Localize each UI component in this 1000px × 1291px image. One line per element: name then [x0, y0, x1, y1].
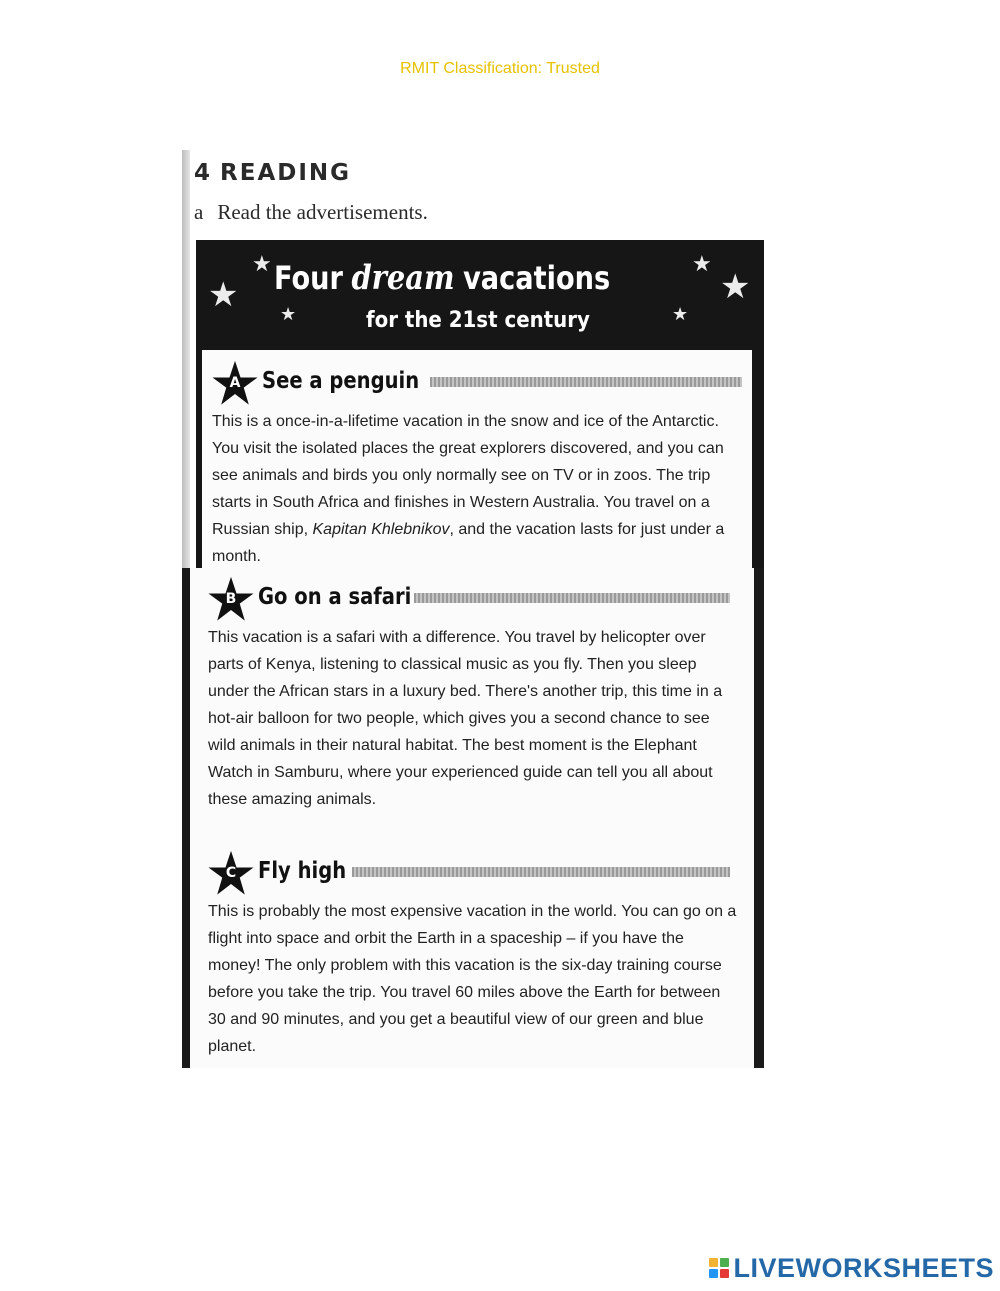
- ad-a: [212, 360, 742, 570]
- instruction-text: Read the advertisements.: [217, 200, 428, 224]
- ad-body: [212, 408, 742, 570]
- ad-letter: B: [225, 591, 237, 607]
- classification-label: RMIT Classification: Trusted: [400, 60, 600, 77]
- banner-title: [274, 258, 610, 298]
- ship-name: Kapitan Khlebnikov: [312, 521, 450, 538]
- ad-text: This is a once-in-a-lifetime vacation in the snow and ice of the Antarctic. You visit the isolated places the great explorers discovered, and you can see animals and birds you only normally see on TV or in zoos. The trip starts in South Africa and finishes in Western Australia. You travel on a Russian ship,: [212, 413, 724, 538]
- banner-subtitle: for the 21st century: [366, 308, 590, 333]
- ad-body: This is probably the most expensive vacation in the world. You can go on a flight into space and orbit the Earth in a spaceship – if you have the money! The only problem with this vacation is the six-day training course before you take the trip. You travel 60 miles above the Earth for between 30 and 90 minutes, and you get a beautiful view of our green and blue planet.: [208, 903, 737, 1055]
- section-number: 4: [194, 160, 213, 186]
- ad-letter: C: [225, 865, 237, 881]
- ad-title: Fly high: [258, 858, 347, 884]
- ad-header: [212, 360, 742, 406]
- banner-title-dream: dream: [351, 258, 455, 298]
- section-heading: [194, 160, 351, 186]
- star-icon: ★: [720, 267, 751, 307]
- ad-title: See a penguin: [262, 368, 420, 394]
- ad-panel-a: [196, 350, 764, 568]
- logo-square: [720, 1269, 729, 1278]
- ad-panel-a-inner: [202, 350, 752, 568]
- liveworksheets-logo: [709, 1253, 994, 1283]
- panel-border: [182, 568, 190, 1068]
- instruction: [194, 200, 428, 225]
- ad-header: [208, 850, 738, 896]
- ad-body: This vacation is a safari with a difference. You travel by helicopter over parts of Kenya, listening to classical music as you fly. Then you sleep under the African stars in a luxury bed. There's another trip, this time in a hot-air balloon for two people, which gives you a second chance to see wild animals in their natural habitat. The best moment is the Elephant Watch in Samburu, where your experienced guide can tell you all about these amazing animals.: [208, 629, 723, 808]
- banner-title-part2: vacations: [463, 259, 611, 297]
- scanned-page: [182, 150, 764, 1068]
- star-icon: ★: [672, 304, 689, 325]
- logo-grid-icon: [709, 1258, 729, 1278]
- star-badge-icon: [208, 576, 254, 622]
- star-icon: ★: [208, 275, 239, 315]
- banner-title-part1: Four: [274, 259, 343, 297]
- star-badge-icon: [212, 360, 258, 406]
- panel-border: [754, 568, 764, 1068]
- star-icon: ★: [252, 252, 272, 277]
- ad-text: , and the vacation lasts for just under a month.: [212, 521, 725, 565]
- ad-letter: A: [229, 375, 241, 391]
- logo-text: LIVEWORKSHEETS: [733, 1252, 994, 1283]
- ad-header: [208, 576, 738, 622]
- ad-b: [208, 576, 738, 813]
- logo-square: [709, 1258, 718, 1267]
- title-banner: [196, 240, 764, 350]
- title-rule: [430, 377, 742, 387]
- star-icon: ★: [692, 252, 712, 277]
- ad-title: Go on a safari: [258, 584, 412, 610]
- ad-paragraph: [212, 408, 742, 570]
- instruction-letter: a: [194, 200, 204, 224]
- star-icon: ★: [280, 304, 297, 325]
- title-rule: [352, 867, 730, 877]
- ad-c: [208, 850, 738, 1060]
- logo-square: [720, 1258, 729, 1267]
- logo-square: [709, 1269, 718, 1278]
- section-title: READING: [220, 160, 352, 186]
- title-rule: [414, 593, 730, 603]
- ad-panel-bc: [182, 568, 764, 1068]
- star-badge-icon: [208, 850, 254, 896]
